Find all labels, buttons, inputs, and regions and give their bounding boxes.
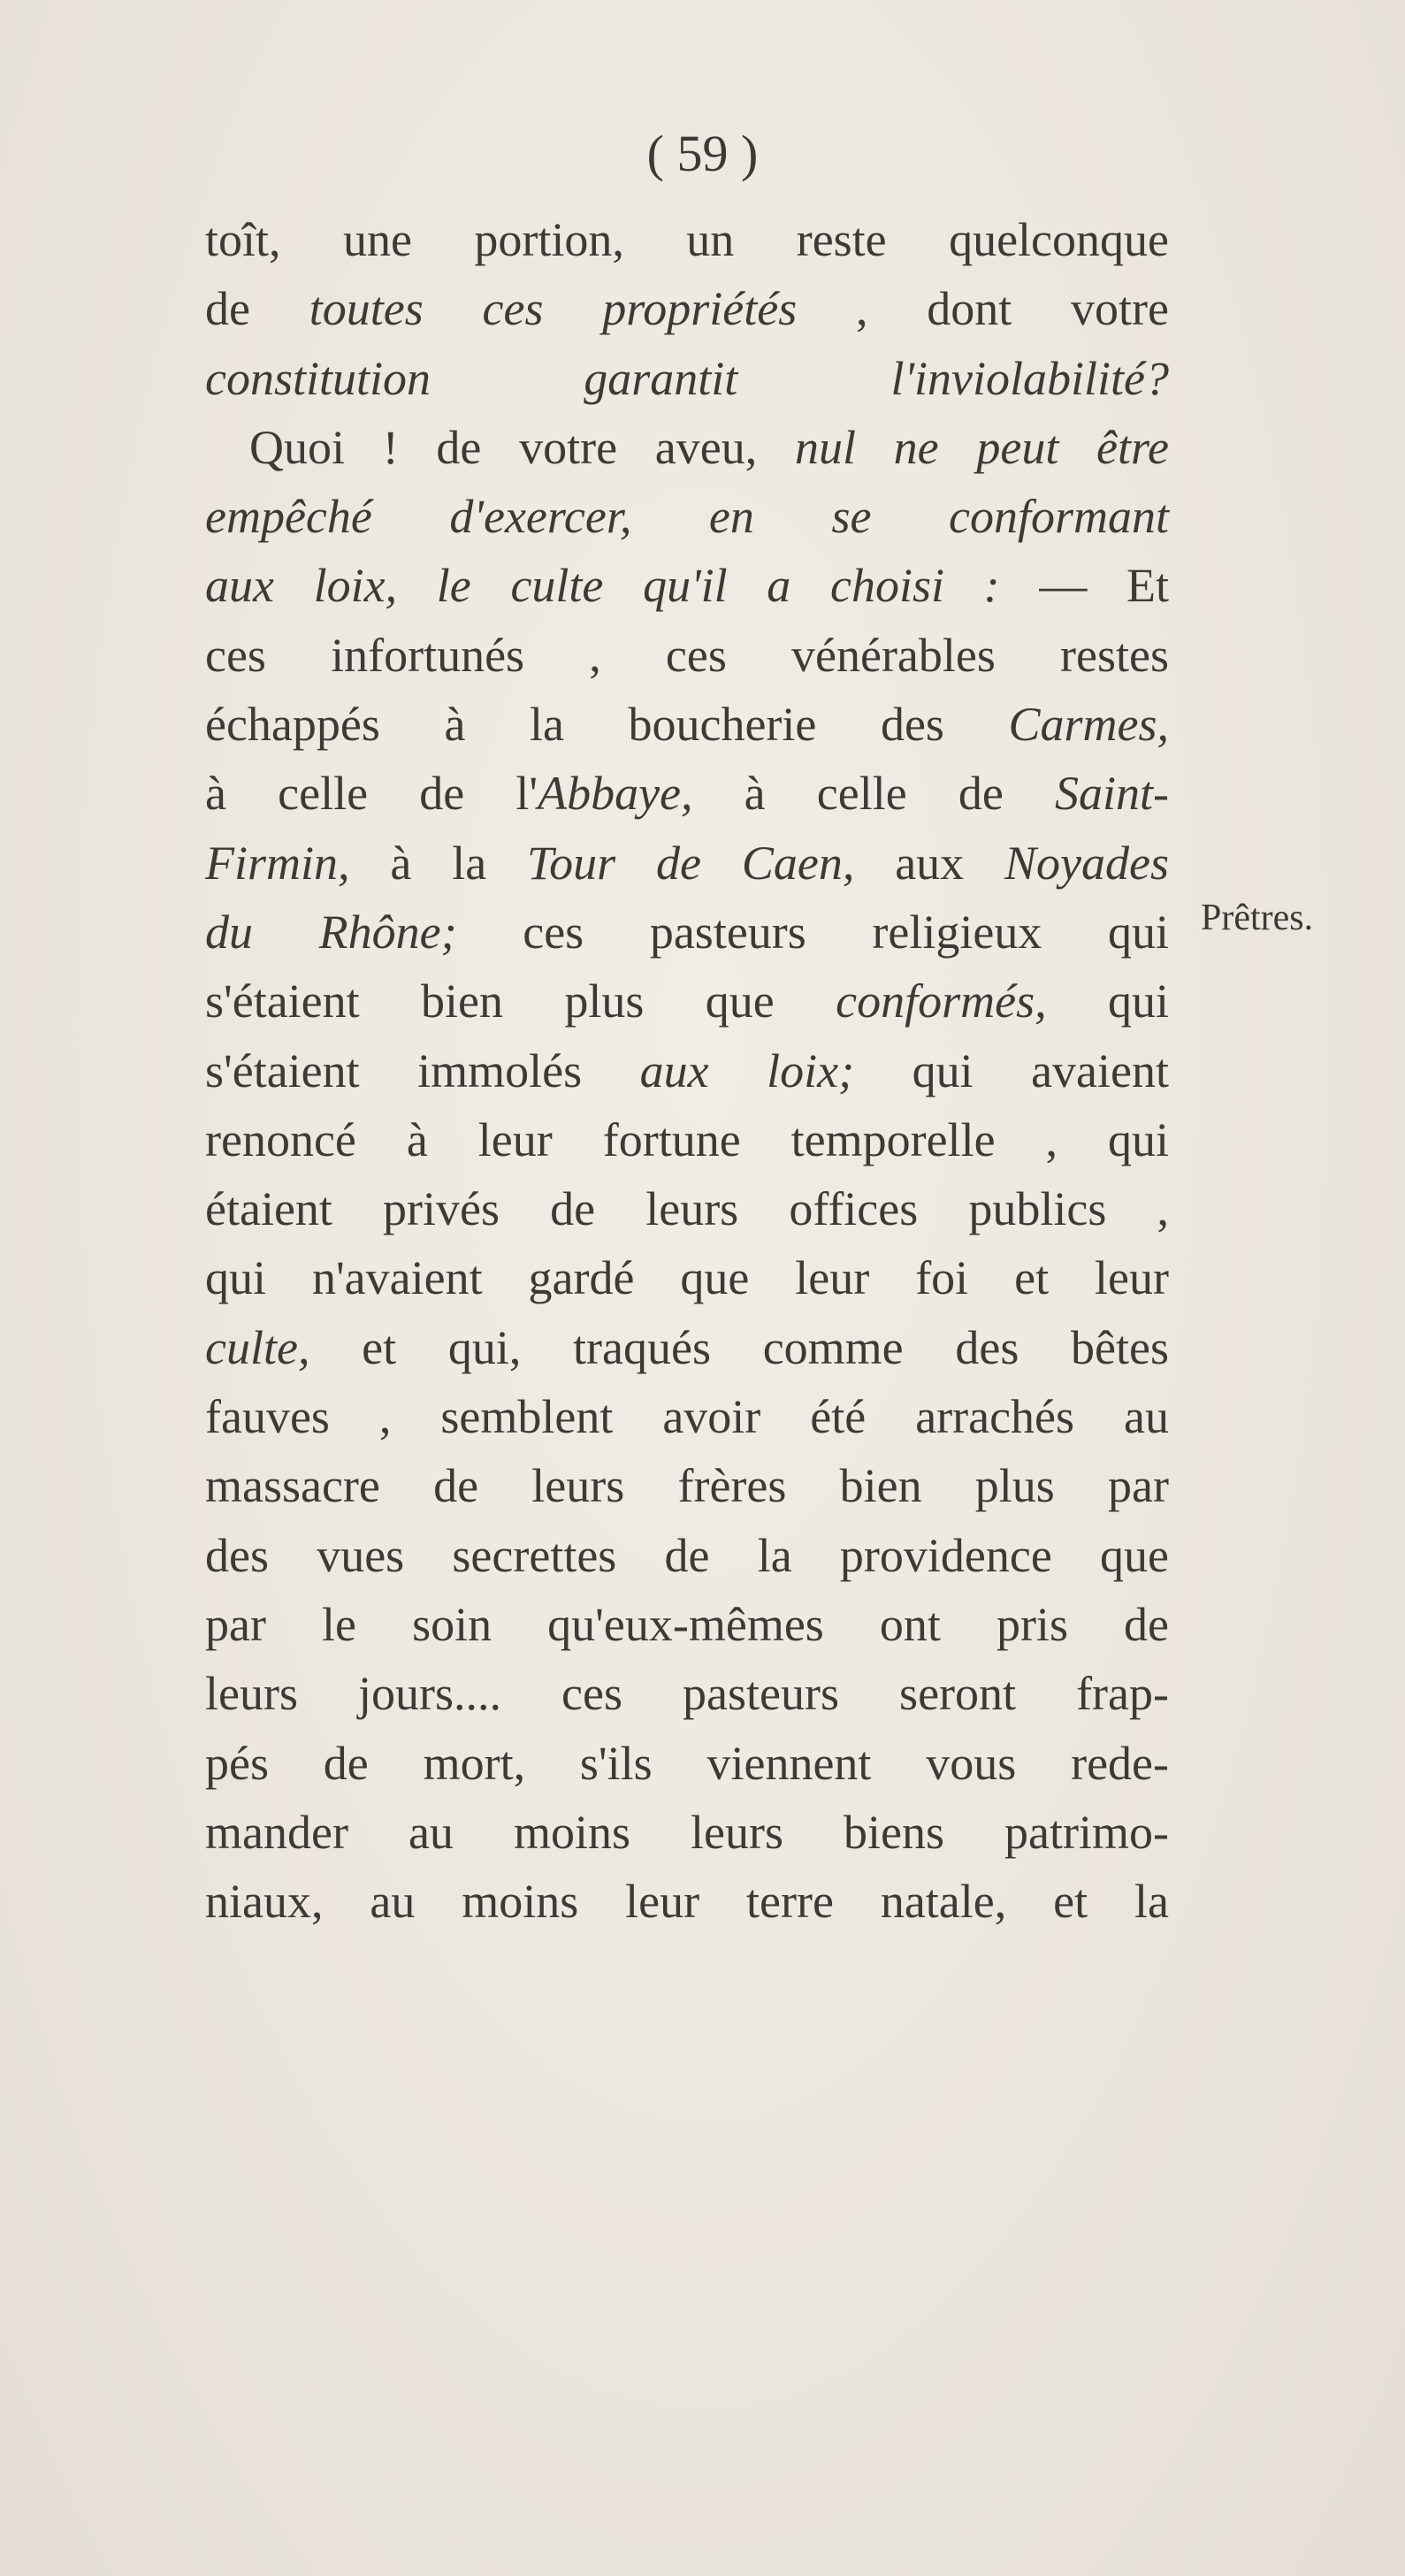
text-line	[205, 1036, 1169, 1105]
italic-segment: du Rhône;	[205, 905, 457, 959]
italic-segment: aux loix, le culte qu'il a choisi :	[205, 559, 1000, 613]
text-segment: étaient privés de leurs offices publics ,	[205, 1182, 1169, 1236]
italic-segment: Abbaye,	[538, 767, 693, 821]
text-line	[205, 1105, 1169, 1174]
text-segment: ces infortunés , ces vénérables restes	[205, 628, 1169, 682]
text-line	[205, 1659, 1169, 1728]
text-segment: , dont votre	[797, 282, 1169, 336]
margin-note: Prêtres.	[1201, 898, 1314, 938]
text-segment: qui	[1046, 975, 1169, 1028]
page-number: ( 59 )	[646, 125, 759, 182]
text-segment: échappés à la boucherie des	[205, 698, 1009, 752]
text-line	[205, 1729, 1169, 1798]
text-segment: et qui, traqués comme des bêtes	[309, 1320, 1169, 1374]
text-segment: toît, une portion, un reste quelconque	[205, 213, 1169, 266]
text-segment: mander au moins leurs biens patrimo-	[205, 1805, 1169, 1859]
italic-segment: Saint-	[1055, 767, 1169, 821]
text-line	[205, 482, 1169, 551]
text-line	[205, 413, 1169, 482]
text-segment: s'étaient bien plus que	[205, 975, 836, 1028]
italic-segment: Firmin,	[205, 836, 350, 890]
text-line	[205, 1798, 1169, 1867]
text-segment: par le soin qu'eux-mêmes ont pris de	[205, 1597, 1169, 1651]
text-segment: des vues secrettes de la providence que	[205, 1528, 1169, 1582]
text-line	[205, 759, 1169, 828]
text-line	[205, 274, 1169, 343]
text-line	[205, 829, 1169, 898]
text-line	[205, 1243, 1169, 1312]
text-line	[205, 1867, 1169, 1936]
text-line	[205, 344, 1169, 413]
text-line	[205, 967, 1169, 1036]
text-segment: de	[205, 282, 309, 336]
text-segment: à celle de l'	[205, 767, 538, 821]
text-segment: niaux, au moins leur terre natale, et la	[205, 1875, 1169, 1929]
text-segment: leurs jours.... ces pasteurs seront frap-	[205, 1667, 1169, 1721]
text-segment: à celle de	[692, 767, 1055, 821]
italic-segment: toutes ces propriétés	[309, 282, 798, 336]
text-line	[205, 1590, 1169, 1659]
text-segment: pés de mort, s'ils viennent vous rede-	[205, 1736, 1169, 1790]
italic-segment: conformés,	[836, 975, 1047, 1028]
text-segment: à la	[349, 836, 528, 890]
text-segment: s'étaient immolés	[205, 1043, 640, 1097]
text-line	[205, 1451, 1169, 1520]
text-segment: — Et	[999, 559, 1169, 613]
text-line	[205, 621, 1169, 690]
text-segment: fauves , semblent avoir été arrachés au	[205, 1390, 1169, 1444]
text-line	[205, 1521, 1169, 1590]
text-segment: massacre de leurs frères bien plus par	[205, 1459, 1169, 1513]
text-line	[205, 551, 1169, 620]
text-line	[205, 690, 1169, 759]
text-segment: renoncé à leur fortune temporelle , qui	[205, 1112, 1169, 1166]
text-line	[205, 1313, 1169, 1382]
text-segment: qui avaient	[854, 1043, 1169, 1097]
italic-segment: aux loix;	[639, 1043, 855, 1097]
body-text	[205, 205, 1169, 1936]
italic-segment: constitution garantit l'inviolabilité?	[205, 351, 1169, 405]
italic-segment: empêché d'exercer, en se conformant	[205, 490, 1169, 544]
text-segment: qui n'avaient gardé que leur foi et leur	[205, 1251, 1169, 1305]
text-line	[205, 898, 1169, 967]
text-segment: ces pasteurs religieux qui	[456, 905, 1169, 959]
text-line	[205, 205, 1169, 274]
text-segment: Quoi ! de votre aveu,	[249, 420, 795, 474]
text-line	[205, 1174, 1169, 1243]
italic-segment: Tour de Caen,	[527, 836, 855, 890]
text-segment: aux	[854, 836, 1005, 890]
text-line	[205, 1382, 1169, 1451]
italic-segment: nul ne peut être	[794, 420, 1170, 474]
italic-segment: Carmes,	[1008, 698, 1169, 752]
italic-segment: culte,	[205, 1320, 310, 1374]
italic-segment: Noyades	[1004, 836, 1169, 890]
